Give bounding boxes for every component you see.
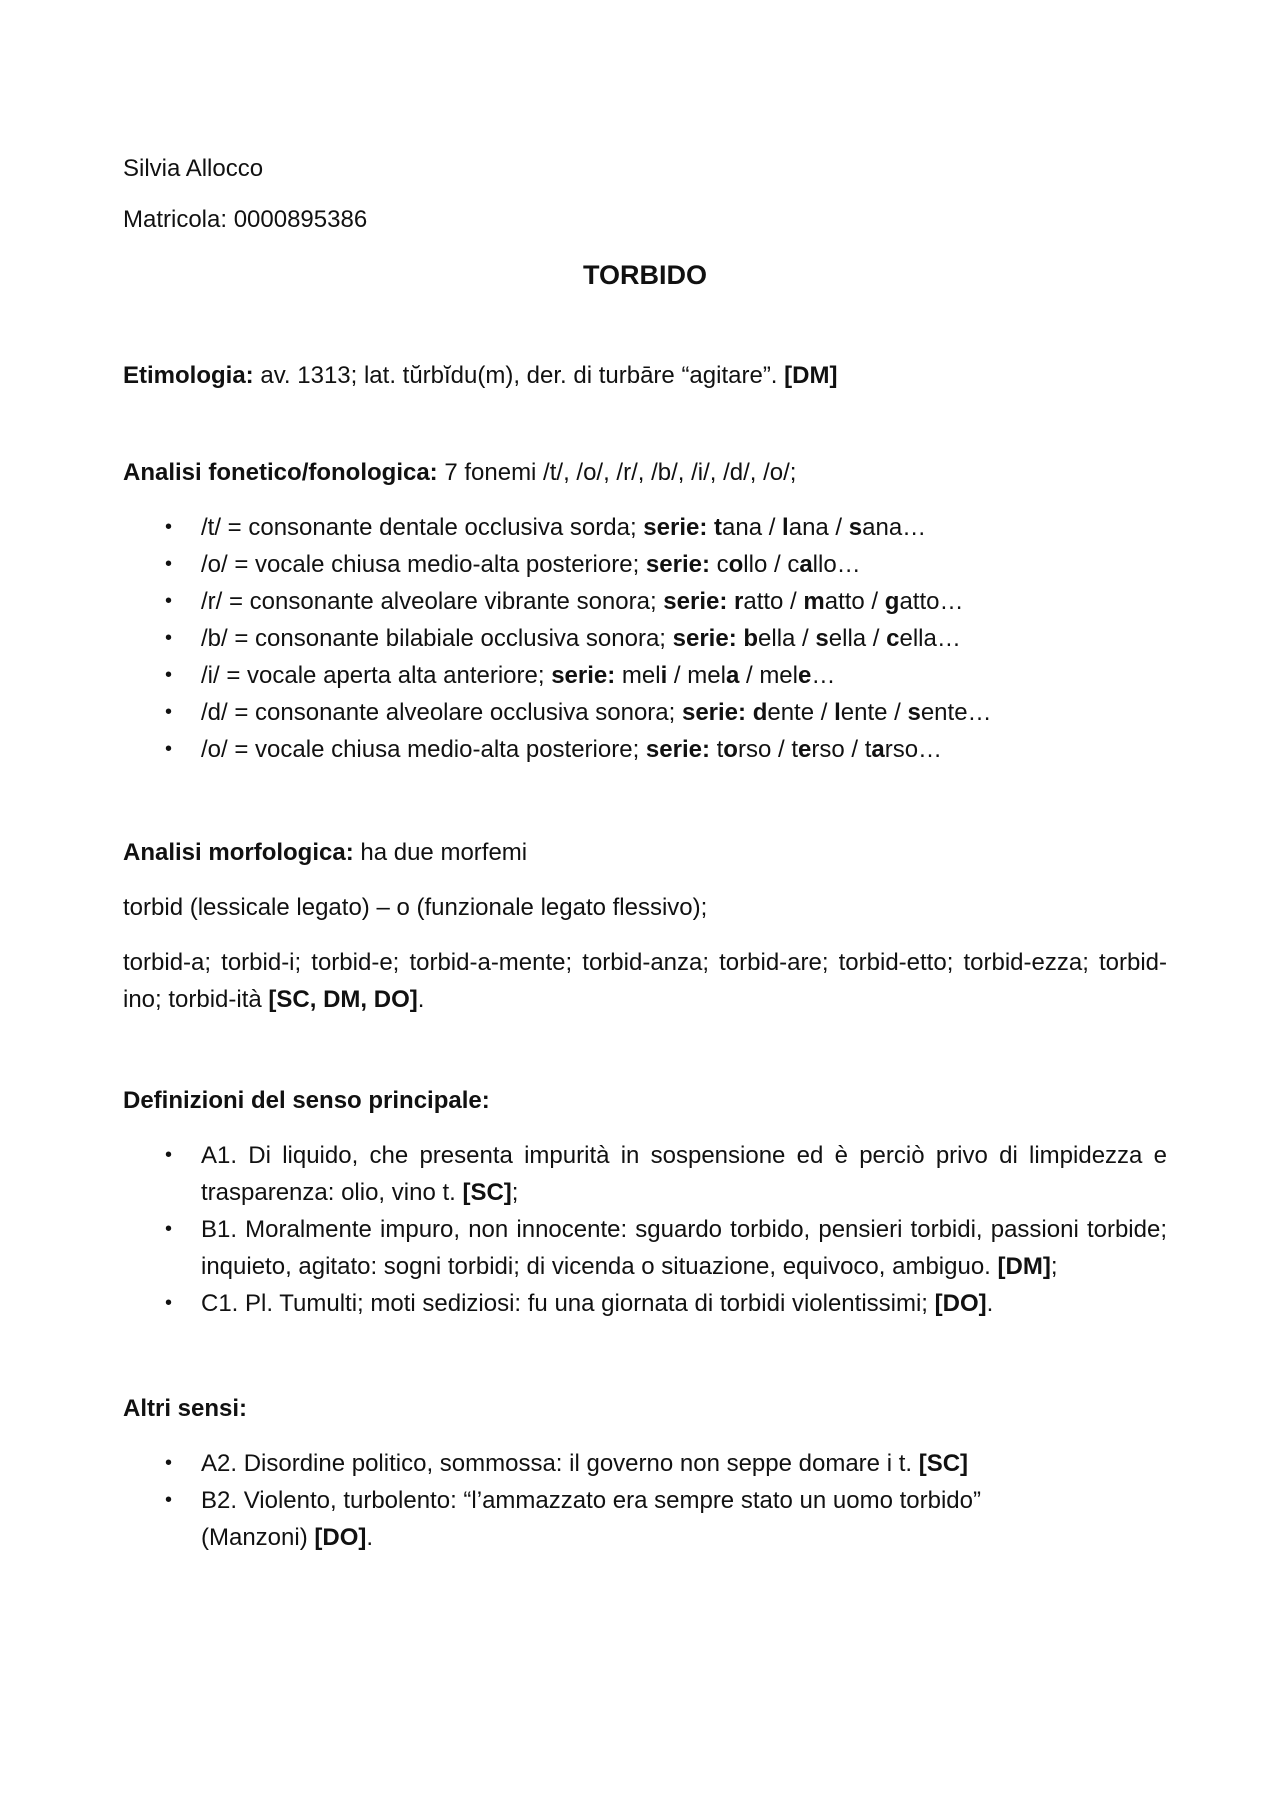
list-item: • /i/ = vocale aperta alta anteriore; serie: meli / mela / mele… [123,657,1167,694]
fonetica-label: Analisi fonetico/fonologica: [123,459,438,486]
fonetica-list [123,509,1167,768]
fonetica-text: 7 fonemi /t/, /o/, /r/, /b/, /i/, /d/, /o/; [437,459,797,486]
page-title: TORBIDO [582,260,707,290]
morfologia-text: ha due morfemi [353,839,528,866]
list-item: • B2. Violento, turbolento: “l’ammazzato era sempre stato un uomo torbido” (Manzoni) [DO]. [123,1482,1167,1556]
list-item: • /t/ = consonante dentale occlusiva sorda; serie: tana / lana / sana… [123,509,1167,546]
list-item: • C1. Pl. Tumulti; moti sediziosi: fu una giornata di torbidi violentissimi; [DO]. [123,1285,1167,1322]
matricola: Matricola: 0000895386 [123,206,368,233]
bullet-icon: • [165,738,173,760]
bullet-icon: • [165,627,173,649]
morfologia-paragraph [123,834,1167,871]
morfologia-line3: torbid-a; torbid-i; torbid-e; torbid-a-mente; torbid-anza; torbid-are; torbid-etto; torbid-ezza; torbid-ino; torbid-ità [SC, DM, DO]. [123,949,1167,1013]
definizioni-list [123,1137,1167,1322]
bullet-icon: • [165,516,173,538]
bullet-icon: • [165,590,173,612]
list-item: • /o/ = vocale chiusa medio-alta posteriore; serie: torso / terso / tarso… [123,731,1167,768]
bullet-icon: • [165,1218,173,1240]
morfologia-label: Analisi morfologica: [123,839,354,866]
bullet-icon: • [165,1144,173,1166]
bullet-icon: • [165,1292,173,1314]
document-page [123,150,1167,1556]
list-item: • /b/ = consonante bilabiale occlusiva sonora; serie: bella / sella / cella… [123,620,1167,657]
bullet-icon: • [165,553,173,575]
bullet-icon: • [165,1489,173,1511]
etimologia-label: Etimologia: [123,362,254,389]
morfologia-line2: torbid (lessicale legato) – o (funzionale legato flessivo); [123,894,708,921]
definizioni-label: Definizioni del senso principale: [123,1087,490,1114]
altri-label: Altri sensi: [123,1395,248,1422]
bullet-icon: • [165,701,173,723]
list-item: • /d/ = consonante alveolare occlusiva sonora; serie: dente / lente / sente… [123,694,1167,731]
author-name: Silvia Allocco [123,155,264,182]
fonetica-paragraph [123,454,1167,491]
bullet-icon: • [165,664,173,686]
etimologia-source: [DM] [784,362,838,389]
list-item: • A2. Disordine politico, sommossa: il governo non seppe domare i t. [SC] [123,1445,1167,1482]
altri-list [123,1445,1167,1556]
list-item: • /o/ = vocale chiusa medio-alta posteriore; serie: collo / callo… [123,546,1167,583]
etimologia-text: av. 1313; lat. tŭrbĭdu(m), der. di turbāre “agitare”. [253,362,785,389]
list-item: • A1. Di liquido, che presenta impurità in sospensione ed è perciò privo di limpidezza e trasparenza: olio, vino t. [SC]; [123,1137,1167,1211]
bullet-icon: • [165,1452,173,1474]
etimologia-paragraph [123,357,1167,394]
list-item: • B1. Moralmente impuro, non innocente: sguardo torbido, pensieri torbidi, passioni torbide; inquieto, agitato: sogni torbidi; di vicenda o situazione, equivoco, ambiguo. [DM]; [123,1211,1167,1285]
list-item: • /r/ = consonante alveolare vibrante sonora; serie: ratto / matto / gatto… [123,583,1167,620]
